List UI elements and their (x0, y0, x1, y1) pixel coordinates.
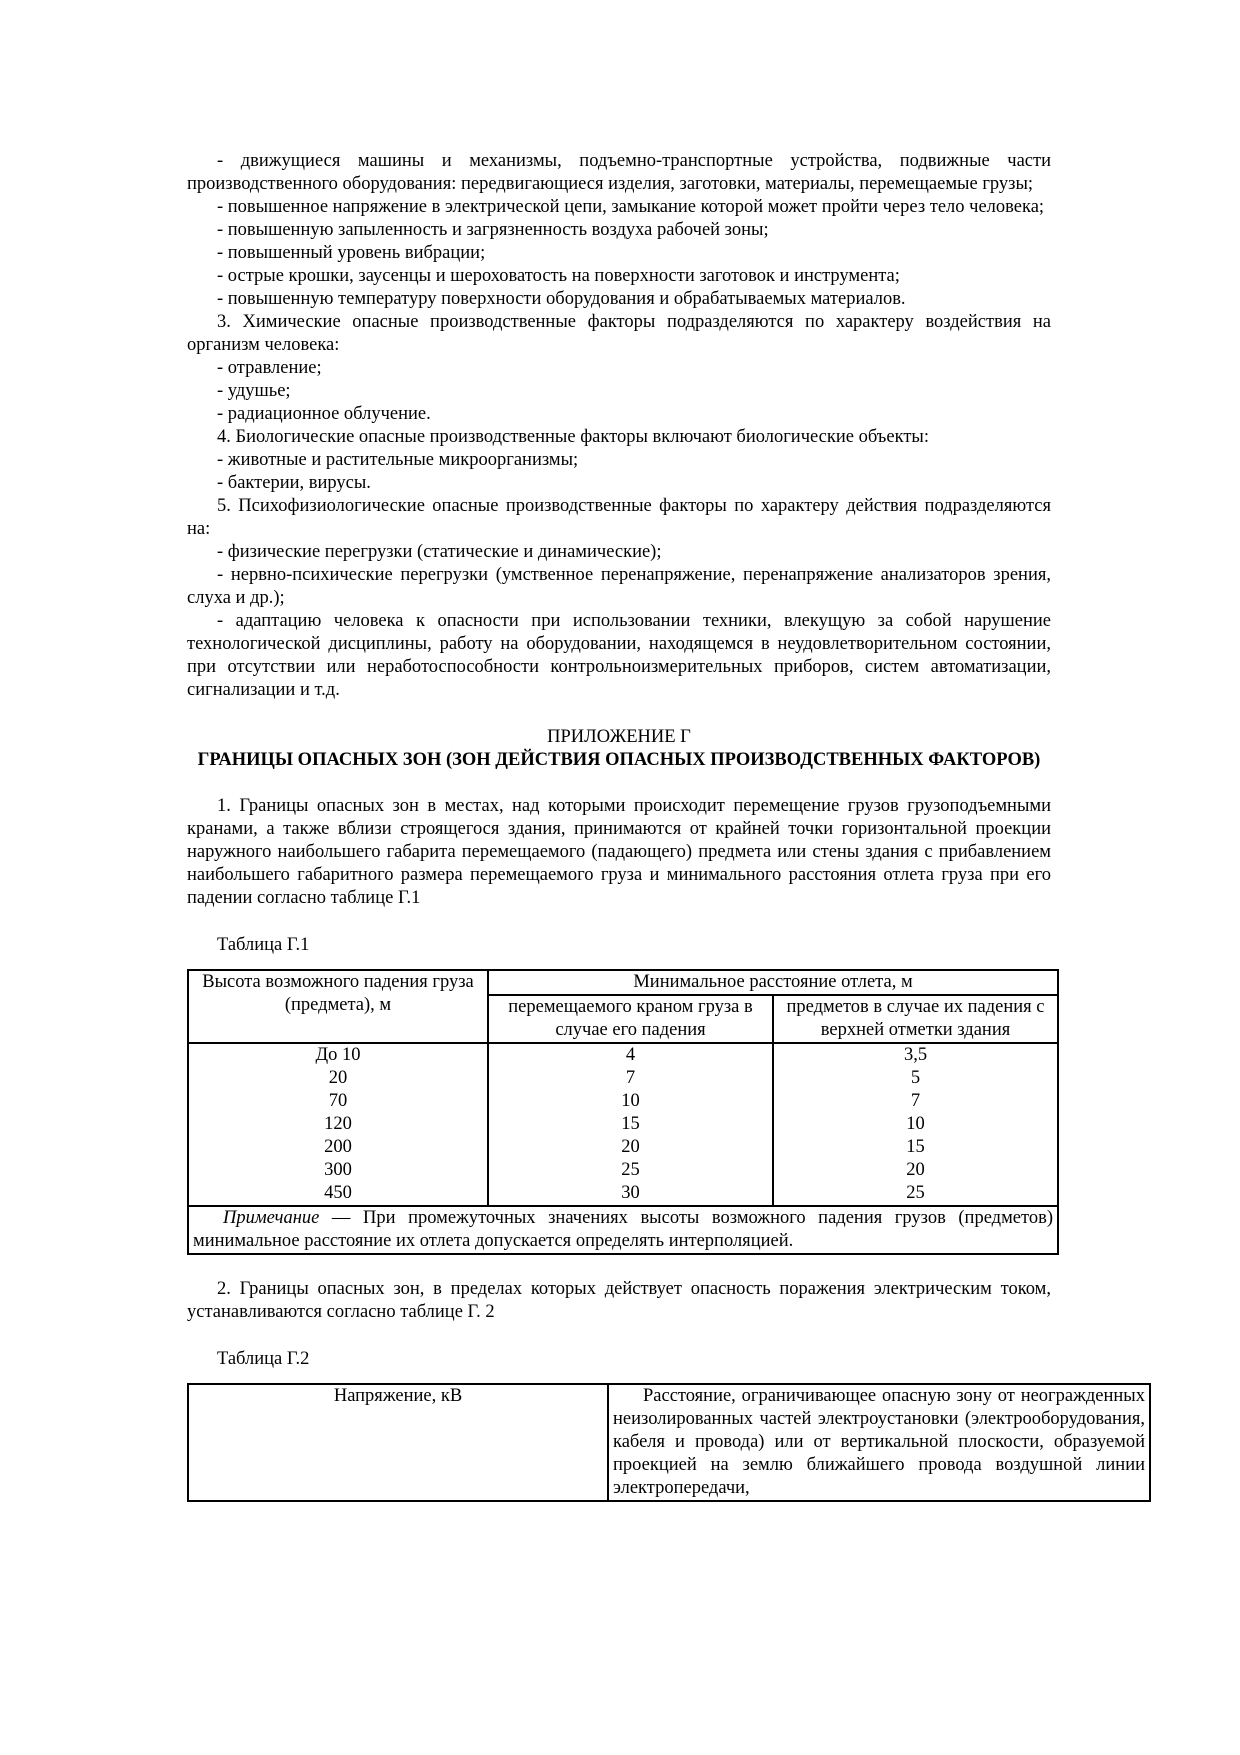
column-heights (188, 1043, 488, 1206)
header-min-distance: Минимальное расстояние отлета, м (488, 970, 1058, 995)
list-item: - острые крошки, заусенцы и шероховатость на поверхности заготовок и инструмента; (217, 266, 900, 286)
note-text: — При промежуточных значениях высоты возможного падения грузов (предметов) минимальное расстояние их отлета допускается определять интерполяцией. (193, 1208, 1053, 1251)
table-cell: 15 (621, 1114, 640, 1134)
table-cell: 10 (906, 1114, 925, 1134)
header-distance: Расстояние, ограничивающее опасную зону от неогражденных неизолированных частей электроустановки (электрооборудования, кабеля и провода) или от вертикальной плоскости, образуемой проекцией на землю ближайшего провода воздушной линии электропередачи, (608, 1384, 1150, 1501)
list-item: - повышенное напряжение в электрической цепи, замыкание которой может пройти через тело человека; (217, 197, 1045, 217)
list-item: - движущиеся машины и механизмы, подъемно-транспортные устройства, подвижные части производственного оборудования: передвигающиеся изделия, заготовки, материалы, перемещаемые грузы; (187, 151, 1051, 194)
note-label: Примечание (223, 1208, 320, 1228)
table-cell: 15 (906, 1137, 925, 1157)
table-cell: 4 (625, 1045, 636, 1065)
column-building (773, 1043, 1058, 1206)
table-cell: 200 (324, 1137, 352, 1157)
table-cell: 300 (324, 1160, 352, 1180)
list-item: - животные и растительные микроорганизмы; (217, 450, 579, 470)
table-cell: 20 (906, 1160, 925, 1180)
table-cell: 70 (328, 1091, 348, 1111)
header-voltage: Напряжение, кВ (188, 1384, 608, 1501)
paragraph-1: 1. Границы опасных зон в местах, над которыми происходит перемещение грузов грузоподъемными кранами, а также вблизи строящегося здания, принимаются от крайней точки горизонтальной проекции наружного наибольшего габарита перемещаемого (падающего) предмета или стены здания с прибавлением наибольшего габаритного размера перемещаемого груза и минимального расстояния отлета груза при его падении согласно таблице Г.1 (187, 796, 1051, 908)
table-cell: 7 (625, 1068, 636, 1088)
list-item: - радиационное облучение. (217, 404, 431, 424)
table-g1 (187, 969, 1059, 1255)
section-4-heading: 4. Биологические опасные производственные факторы включают биологические объекты: (217, 427, 929, 447)
list-item: - нервно-психические перегрузки (умственное перенапряжение, перенапряжение анализаторов зрения, слуха и др.); (187, 565, 1051, 608)
list-item: - повышенную температуру поверхности оборудования и обрабатываемых материалов. (217, 289, 906, 309)
list-item: - отравление; (217, 358, 322, 378)
table-cell: 20 (621, 1137, 640, 1157)
section-3-heading: 3. Химические опасные производственные факторы подразделяются по характеру воздействия на организм человека: (187, 312, 1051, 355)
table-cell: 7 (910, 1091, 921, 1111)
list-item: - повышенную запыленность и загрязненность воздуха рабочей зоны; (217, 220, 769, 240)
appendix-title: ГРАНИЦЫ ОПАСНЫХ ЗОН (ЗОН ДЕЙСТВИЯ ОПАСНЫХ ПРОИЗВОДСТВЕННЫХ ФАКТОРОВ) (197, 750, 1041, 770)
header-crane: перемещаемого краном груза в случае его падения (488, 995, 773, 1043)
header-height: Высота возможного падения груза (предмета), м (188, 970, 488, 1043)
table-note (188, 1206, 1058, 1254)
table-cell: 10 (621, 1091, 640, 1111)
table-cell: 450 (324, 1183, 352, 1203)
table-cell: 5 (910, 1068, 921, 1088)
table-cell: 3,5 (903, 1045, 928, 1065)
list-item: - бактерии, вирусы. (217, 473, 371, 493)
header-building: предметов в случае их падения с верхней отметки здания (773, 995, 1058, 1043)
document-page (187, 150, 1145, 1502)
table-cell: 20 (328, 1068, 348, 1088)
table-cell: 30 (621, 1183, 640, 1203)
column-crane (488, 1043, 773, 1206)
list-item: - физические перегрузки (статические и динамические); (217, 542, 662, 562)
table-cell: 25 (621, 1160, 640, 1180)
section-5-heading: 5. Психофизиологические опасные производственные факторы по характеру действия подразделяются на: (187, 496, 1051, 539)
list-item: - адаптацию человека к опасности при использовании техники, влекущую за собой нарушение технологической дисциплины, работу на оборудовании, находящемся в неудовлетворительном состоянии, при отсутствии или неработоспособности контрольноизмерительных приборов, систем автоматизации, сигнализации и т.д. (187, 611, 1051, 700)
paragraph-2: 2. Границы опасных зон, в пределах которых действует опасность поражения электрическим током, устанавливаются согласно таблице Г. 2 (187, 1279, 1051, 1322)
table-g2 (187, 1383, 1151, 1502)
table-1-caption: Таблица Г.1 (217, 935, 310, 955)
list-item: - повышенный уровень вибрации; (217, 243, 486, 263)
table-cell: До 10 (315, 1045, 361, 1065)
list-item: - удушье; (217, 381, 291, 401)
table-2-caption: Таблица Г.2 (217, 1349, 310, 1369)
appendix-label: ПРИЛОЖЕНИЕ Г (547, 727, 691, 747)
table-cell: 120 (324, 1114, 352, 1134)
table-cell: 25 (906, 1183, 925, 1203)
